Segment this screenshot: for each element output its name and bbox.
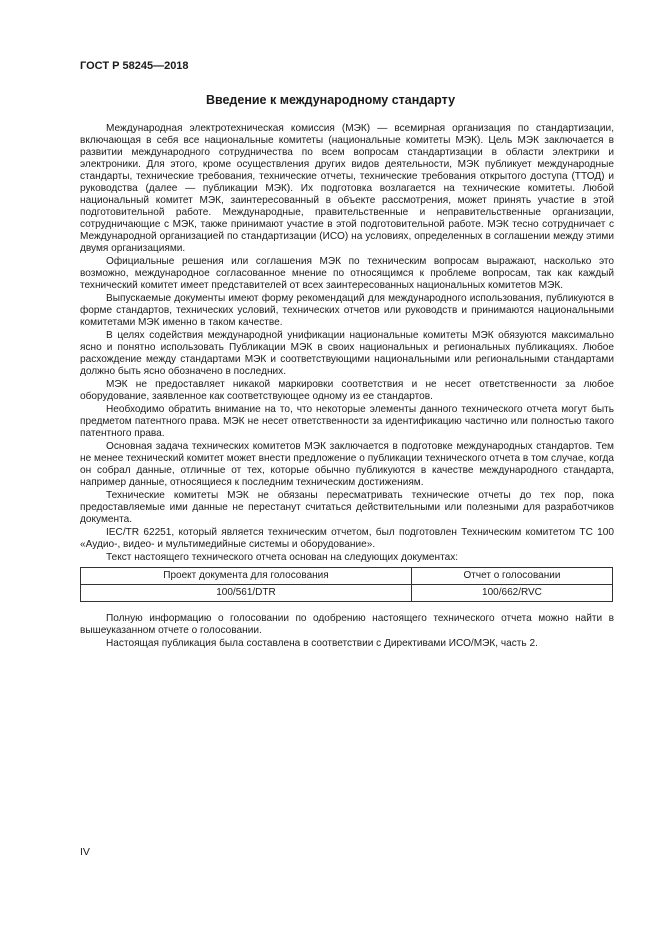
closing-text [80,613,614,650]
paragraph: Основная задача технических комитетов МЭК заключается в подготовке международных стандартов. Тем не менее технический комитет может внести предложение о публикации технического отчета в том случае, когда он собрал данные, отличные от тех, которые обычно публикуются в качестве международного стандарта, например данные, относящиеся к последним техническим достижениям. [80,441,614,488]
body-text [80,123,614,650]
table-header-row [81,568,613,585]
paragraph: Выпускаемые документы имеют форму рекомендаций для международного использования, публикуются в форме стандартов, технических условий, технических отчетов или руководств и принимаются национальными комитетами МЭК именно в таком качестве. [80,293,614,328]
table-header-cell: Проект документа для голосования [81,568,412,585]
paragraph: Текст настоящего технического отчета основан на следующих документах: [106,552,459,563]
paragraph: Международная электротехническая комиссия (МЭК) — всемирная организация по стандартизации, включающая в себя все национальные комитеты (национальные комитеты МЭК). Цель МЭК заключается в развитии международного сотрудничества по всем вопросам стандартизации в области электрики и электроники. Для этого, кроме осуществления других видов деятельности, МЭК публикует международные стандарты, технические требования, технические отчеты, технические требования открытого доступа (ТТОД) и руководства (далее — публикации МЭК). Их подготовка возлагается на технические комитеты. Любой национальный комитет МЭК, заинтересованный в объекте рассмотрения, может принять участие в этой подготовительной работе. Международные, правительственные и неправительственные организации, сотрудничающие с МЭК, также принимают участие в этой подготовительной работе. МЭК тесно сотрудничает с Международной организацией по стандартизации (ИСО) на условиях, определенных в соглашении между этими двумя организациями. [80,123,614,254]
paragraph: Настоящая публикация была составлена в соответствии с Директивами ИСО/МЭК, часть 2. [106,638,538,649]
table-cell: 100/662/RVC [411,585,612,602]
paragraph: В целях содействия международной унификации национальные комитеты МЭК обязуются максимально ясно и понятно использовать Публикации МЭК в своих национальных и региональных публикациях. Любое расхождение между стандартами МЭК и соответствующими национальными или региональными стандартами должно быть ясно обозначено в последних. [80,330,614,377]
table-row [81,585,613,602]
paragraph: Необходимо обратить внимание на то, что некоторые элементы данного технического отчета могут быть предметом патентного права. МЭК не несет ответственности за идентификацию частично или полностью такого патентного права. [80,404,614,439]
table-header-cell: Отчет о голосовании [411,568,612,585]
page-number: IV [80,846,90,858]
paragraph: Технические комитеты МЭК не обязаны пересматривать технические отчеты до тех пор, пока предоставляемые ими данные не перестанут считаться действительными или полезными для разработчиков документа. [80,490,614,525]
paragraph: МЭК не предоставляет никакой маркировки соответствия и не несет ответственности за любое оборудование, заявленное как соответствующее одному из ее стандартов. [80,379,614,402]
documents-table [80,567,613,602]
document-code: ГОСТ Р 58245—2018 [80,60,189,72]
table-cell: 100/561/DTR [81,585,412,602]
paragraph: Полную информацию о голосовании по одобрению настоящего технического отчета можно найти в вышеуказанном отчете о голосовании. [80,613,614,636]
paragraph: IEC/TR 62251, который является техническим отчетом, был подготовлен Техническим комитетом ТС 100 «Аудио-, видео- и мультимедийные системы и оборудование». [80,527,614,550]
section-title: Введение к международному стандарту [205,93,456,107]
paragraph: Официальные решения или соглашения МЭК по техническим вопросам выражают, насколько это возможно, международное согласованное мнение по относящимся к проблеме вопросам, так как каждый технический комитет имеет представителей от всех заинтересованных национальных комитетов МЭК. [80,256,614,291]
